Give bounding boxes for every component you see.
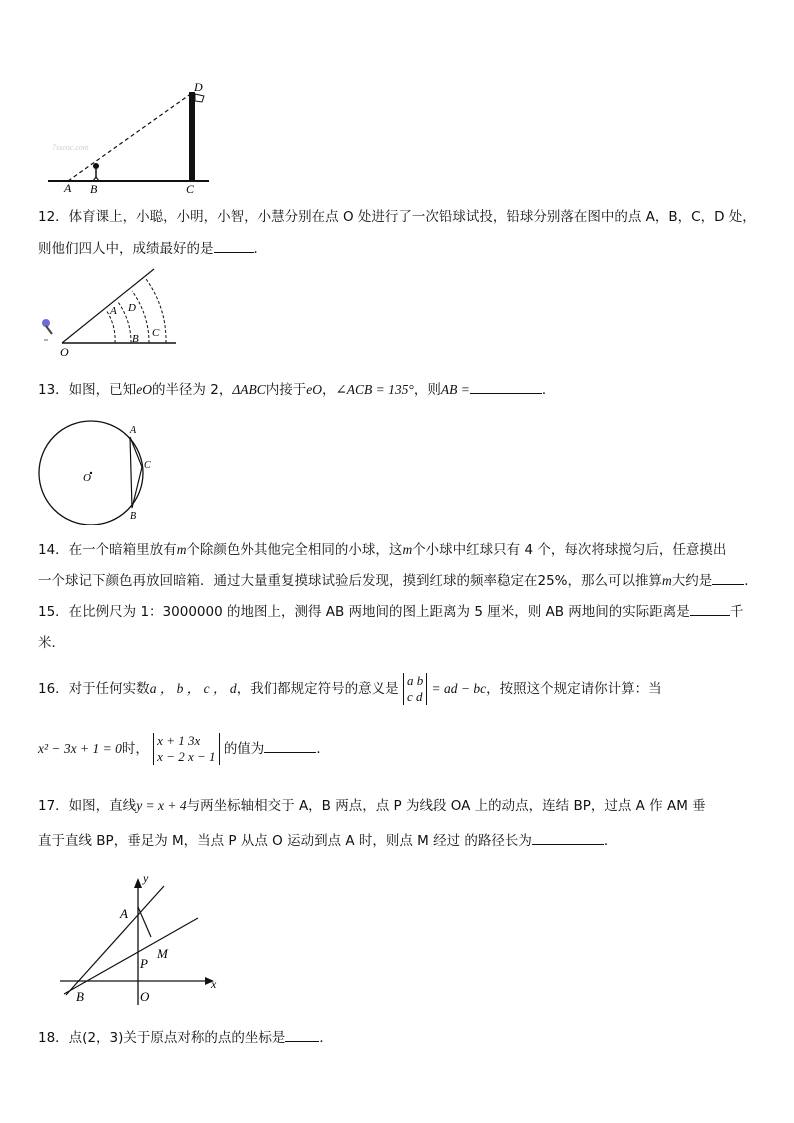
q14-text: 个小球中红球只有 4 个，每次将球搅匀后，任意摸出 (412, 542, 727, 558)
shadow-figure (44, 80, 214, 196)
label-A: A (130, 425, 137, 436)
label-C: C (152, 327, 160, 339)
q15-text: 15．在比例尺为 1：3000000 的地图上，测得 AB 两地间的图上距离为 5 厘米，则 AB 两地间的实际距离是 (38, 604, 690, 620)
q16-line1 (38, 672, 662, 706)
o-symbol: O (312, 382, 322, 397)
label-C: C (186, 182, 195, 196)
label-O: O (60, 345, 69, 359)
q14-text: 大约是 (671, 573, 713, 589)
label-A: A (120, 906, 128, 921)
q13-text: ，则 (413, 382, 441, 398)
q13-text: 的半径为 2， (151, 382, 233, 398)
q16-text: ，按照这个规定请你计算：当 (486, 681, 662, 697)
label-B: B (90, 182, 98, 196)
label-y: y (143, 871, 149, 885)
condition-expr: x² − 3x + 1 = 0 (38, 741, 122, 756)
label-x: x (211, 977, 217, 991)
m-symbol: m (402, 542, 413, 557)
answer-blank (470, 381, 542, 394)
label-D: D (194, 80, 203, 94)
label-A: A (110, 305, 117, 317)
answer-blank (712, 572, 744, 585)
label-B: B (76, 989, 84, 1004)
q16-line2 (38, 732, 330, 766)
answer-blank (285, 1029, 319, 1042)
q15-unit: 千 (729, 604, 744, 620)
q13-text: 内接于 (265, 382, 307, 398)
vars-expr: a ， b ， c ， d (149, 681, 237, 696)
answer-blank (214, 240, 254, 253)
label-P: P (140, 956, 148, 971)
ab-expr: AB = (440, 382, 470, 397)
q12-line1: 12．体育课上，小聪，小明，小智，小慧分别在点 O 处进行了一次铅球试投，铅球分别落在图中的点 A，B，C，D 处， (38, 209, 756, 225)
det-row1: a b (406, 673, 424, 688)
circle-symbol: e (136, 382, 143, 397)
det-row2: c d (406, 689, 423, 704)
m-symbol: m (662, 573, 672, 588)
coordinate-figure (54, 870, 226, 1010)
label-B: B (132, 333, 139, 345)
label-M: M (157, 946, 168, 961)
q17-line1 (38, 797, 706, 815)
q14-end: ． (744, 573, 758, 589)
q14-line1 (38, 541, 726, 559)
answer-blank (264, 740, 316, 753)
determinant-symbol (403, 673, 427, 705)
det-row2: x − 2 x − 1 (157, 749, 216, 764)
q17-end: ． (603, 833, 618, 849)
circle-symbol: e (306, 382, 313, 397)
q16-text: ，我们都规定符号的意义是 (236, 681, 399, 697)
q13-end: ． (541, 382, 556, 398)
label-C: C (144, 460, 151, 471)
q14-text: 14．在一个暗箱里放有 (38, 542, 177, 558)
shot-put-figure (36, 266, 186, 360)
q12-line2 (38, 240, 267, 258)
label-D: D (128, 302, 136, 314)
q13-text: 13．如图，已知 (38, 382, 137, 398)
q16-text: 时， (121, 741, 149, 757)
q17-text: 17．如图，直线 (38, 798, 137, 814)
circle-figure (36, 417, 160, 525)
q12-end: ． (253, 241, 267, 257)
label-O: O (140, 989, 150, 1004)
label-B: B (130, 511, 137, 522)
q18-end: ． (319, 1030, 333, 1046)
label-O: O (83, 472, 91, 484)
q14-line2 (38, 572, 758, 590)
label-A: A (64, 181, 72, 195)
q17-text: 直于直线 BP，垂足为 M，当点 P 从点 O 运动到点 A 时，则点 M 经过 的路径长为 (38, 833, 532, 849)
q15-line2: 米． (38, 635, 65, 651)
q16-text: 16．对于任何实数 (38, 681, 150, 697)
q16-text: 的值为 (223, 741, 265, 757)
angle-expr: ∠ACB = 135° (335, 382, 414, 397)
q18-line (38, 1029, 333, 1047)
q17-text: 与两坐标轴相交于 A，B 两点，点 P 为线段 OA 上的动点，连结 BP，过点 A 作 AM 垂 (186, 798, 706, 814)
det-row1: x + 1 3x (157, 733, 201, 748)
answer-blank (690, 603, 730, 616)
determinant-expr (153, 733, 219, 765)
det-definition: = ad − bc (431, 681, 487, 696)
triangle-symbol: ΔABC (232, 382, 266, 397)
q13-line (38, 381, 555, 399)
m-symbol: m (176, 542, 187, 557)
watermark: 7sseoc.com (52, 143, 89, 152)
line-equation: y = x + 4 (136, 798, 187, 813)
q17-line2 (38, 832, 617, 850)
q18-text: 18．点(2，3)关于原点对称的点的坐标是 (38, 1030, 286, 1046)
q13-text: ， (322, 382, 336, 398)
answer-blank (532, 832, 604, 845)
q14-text: 一个球记下颜色再放回暗箱．通过大量重复摸球试验后发现，摸到红球的频率稳定在25%，那么可以推算 (38, 573, 663, 589)
q12-text: 则他们四人中，成绩最好的是 (38, 241, 214, 257)
o-symbol: O (142, 382, 152, 397)
q16-end: ． (316, 741, 330, 757)
q15-line1 (38, 603, 743, 621)
q14-text: 个除颜色外其他完全相同的小球，这 (186, 542, 403, 558)
